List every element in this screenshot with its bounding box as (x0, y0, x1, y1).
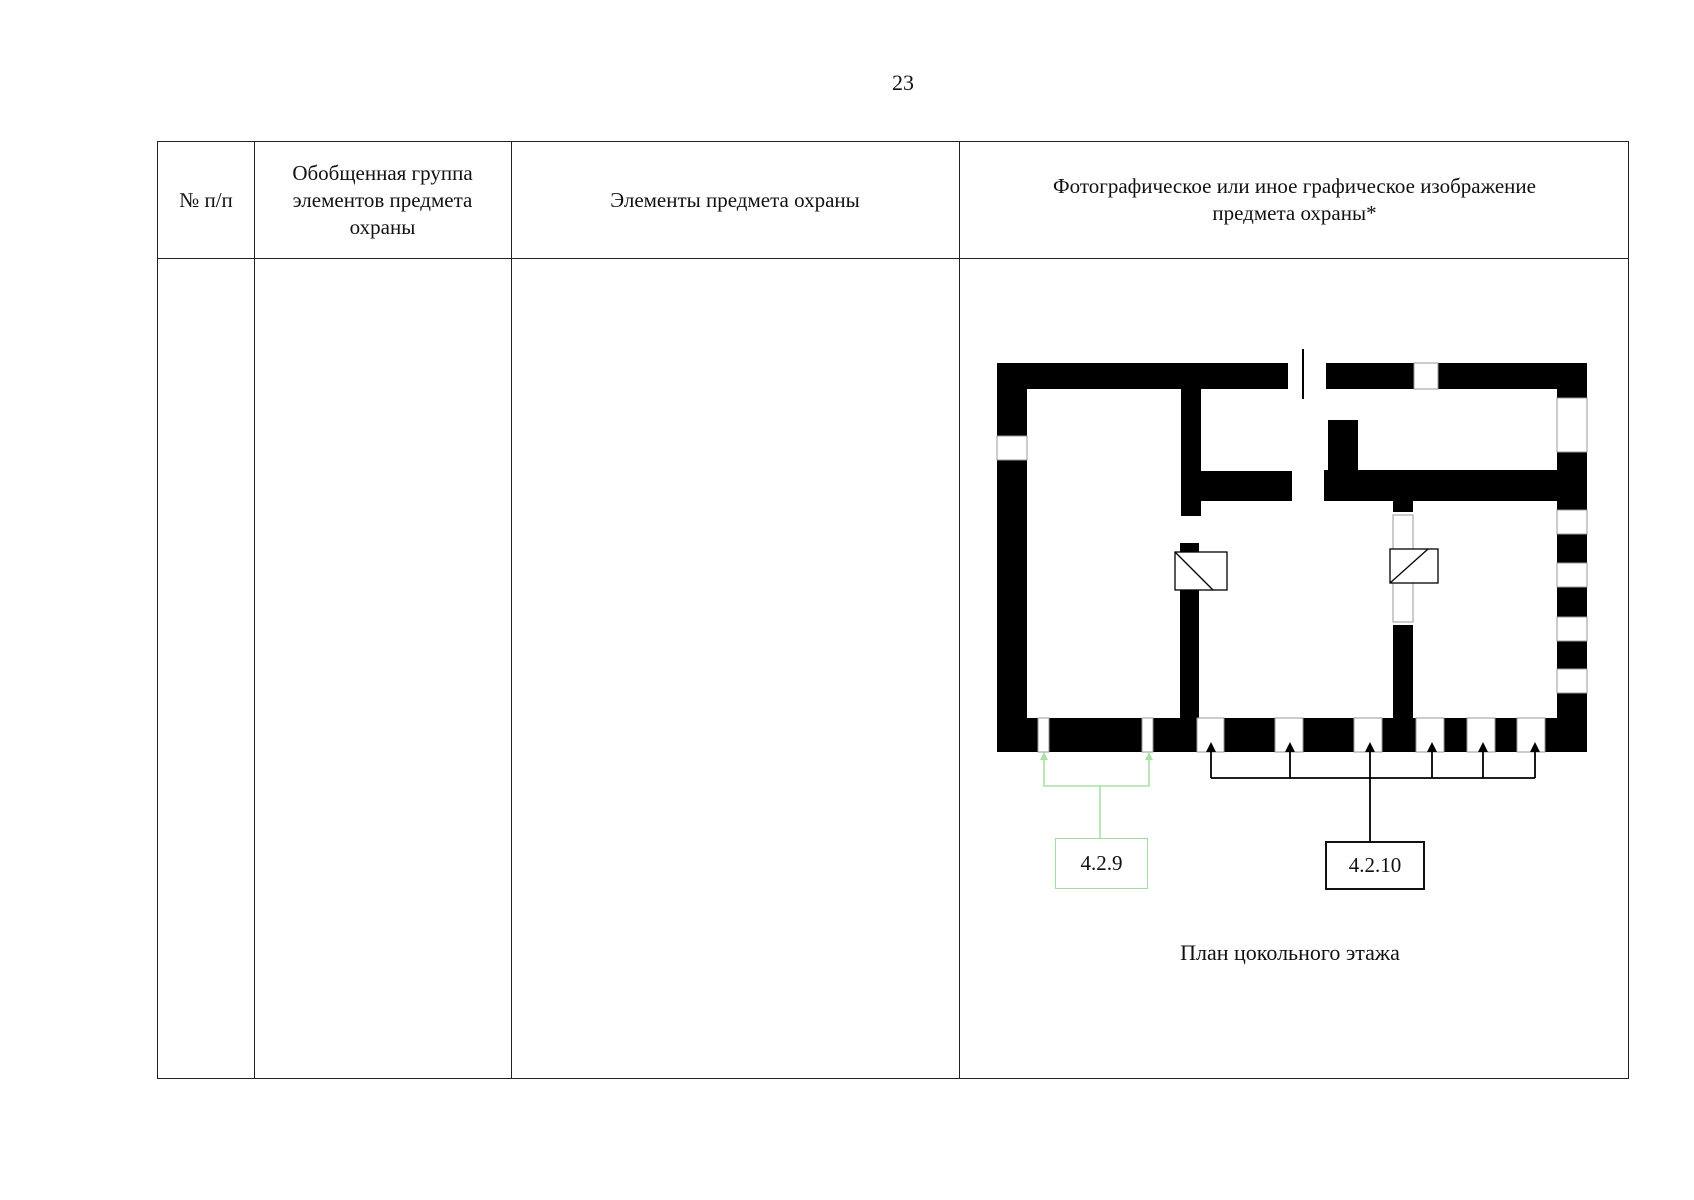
window (1414, 363, 1438, 389)
window (1517, 718, 1545, 752)
room (1413, 501, 1557, 718)
window (1557, 669, 1587, 693)
header-group-line: охраны (349, 214, 416, 239)
window (997, 436, 1027, 460)
arrow-head (1040, 752, 1048, 760)
window (1557, 398, 1587, 452)
window (1142, 718, 1153, 752)
plan-caption: План цокольного этажа (1180, 940, 1400, 965)
wall (1393, 625, 1413, 720)
header-image-line: Фотографическое или иное графическое изображение (1053, 174, 1536, 198)
wall (997, 363, 1027, 752)
room (1201, 501, 1393, 718)
wall (1326, 363, 1587, 389)
room (1358, 389, 1557, 470)
label-4-2-9: 4.2.9 (1055, 838, 1148, 889)
wall (997, 363, 1288, 389)
page-number: 23 (892, 70, 914, 95)
arrow-head (1145, 752, 1153, 760)
label-4-2-10: 4.2.10 (1325, 841, 1425, 890)
header-elements-text: Элементы предмета охраны (610, 187, 860, 212)
wall (1181, 471, 1292, 501)
window (1557, 510, 1587, 534)
header-number-text: № п/п (179, 187, 233, 212)
window (1557, 563, 1587, 587)
wall (1324, 470, 1559, 501)
window (1038, 718, 1049, 752)
header-group-line: Обобщенная группа (292, 160, 473, 185)
header-group-line: элементов предмета (292, 187, 473, 212)
window (1557, 617, 1587, 641)
room (1201, 389, 1292, 471)
stove (1390, 549, 1438, 583)
header-image-line: предмета охраны* (1212, 201, 1377, 225)
room (1028, 390, 1180, 718)
wall (1393, 500, 1413, 512)
stove (1175, 552, 1227, 590)
leader-4-2-9 (1044, 752, 1149, 786)
